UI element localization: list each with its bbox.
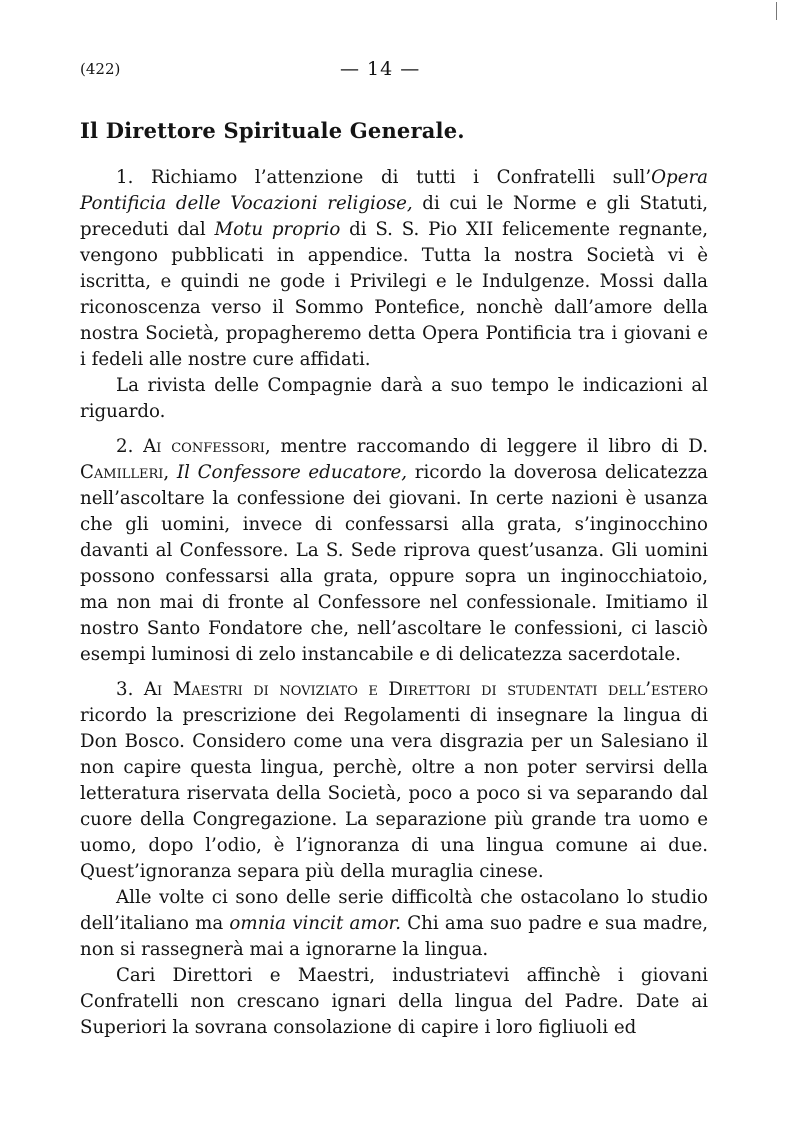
section-title: Il Direttore Spirituale Generale. bbox=[80, 118, 465, 143]
body-text bbox=[80, 165, 708, 1041]
text-run: Alle volte ci sono delle serie difficoltà che ostacolano lo studio dell’italiano ma bbox=[80, 887, 708, 934]
text-run: Cari Direttori e Maestri, industriatevi affinchè i giovani Confratelli non crescano ignari della lingua del Padre. Date ai Superiori la sovrana consolazione di capire i loro figliuoli ed bbox=[80, 965, 708, 1038]
text-run: La rivista delle Compagnie darà a suo tempo le indicazioni al riguardo. bbox=[80, 375, 708, 422]
paragraph-6 bbox=[80, 963, 708, 1041]
text-run: ricordo la doverosa delicatezza nell’ascoltare la confessione dei giovani. In certe nazioni è usanza che gli uomini, invece di confessarsi alla grata, s’inginocchino davanti al Confessore. La S. Sede riprova quest’usanza. Gli uomini possono confessarsi alla grata, oppure sopra un inginocchiatoio, ma non mai di fronte al Confessore nel confessionale. Imitiamo il nostro Santo Fondatore che, nell’ascoltare le confessioni, ci lasciò esempi luminosi di zelo instancabile e di delicatezza sacerdotale. bbox=[80, 462, 708, 665]
paragraph-3 bbox=[80, 434, 708, 668]
italic-run: omnia vincit amor. bbox=[229, 913, 402, 934]
text-run: di S. S. Pio XII felicemente regnante, vengono pubblicati in appendice. Tutta la nostra Società vi è iscritta, e quindi ne gode i Privilegi e le Indulgenze. Mossi dalla riconoscenza verso il Sommo Pontefice, nonchè dall’amore della nostra Società, propagheremo detta Opera Pontificia tra i giovani e i fedeli alle nostre cure affidati. bbox=[80, 219, 709, 370]
small-caps-run: Camilleri, bbox=[80, 462, 170, 483]
paragraph-5 bbox=[80, 885, 708, 963]
small-caps-run: Ai confessori, bbox=[143, 436, 271, 457]
italic-run: Motu proprio bbox=[214, 219, 341, 240]
text-run bbox=[169, 462, 177, 483]
text-run: 1. Richiamo l’attenzione di tutti i Confratelli sull’ bbox=[116, 167, 652, 188]
page-number-left: (422) bbox=[80, 60, 121, 78]
paragraph-2 bbox=[80, 373, 708, 425]
text-run: mentre raccomando di leggere il libro di D. bbox=[270, 436, 708, 457]
scan-edge-mark bbox=[776, 2, 777, 20]
italic-run: Opera Pontificia delle Vocazioni religiose, bbox=[80, 167, 708, 214]
paragraph-4 bbox=[80, 677, 708, 885]
text-run: 2. bbox=[116, 436, 144, 457]
italic-run: Il Confessore educatore, bbox=[176, 462, 408, 483]
text-run: 3. bbox=[116, 679, 144, 700]
page-number-center: — 14 — bbox=[340, 58, 421, 80]
text-run: Chi ama suo padre e sua madre, non si rassegnerà mai a ignorarne la lingua. bbox=[80, 913, 708, 960]
text-run: di cui le Norme e gli Statuti, preceduti dal bbox=[80, 193, 708, 240]
paragraph-1 bbox=[80, 165, 708, 373]
small-caps-run: Ai Maestri di noviziato e Direttori di studentati dell’estero bbox=[143, 679, 709, 700]
text-run: ricordo la prescrizione dei Regolamenti di insegnare la lingua di Don Bosco. Considero come una vera disgrazia per un Salesiano il non capire questa lingua, perchè, oltre a non poter servirsi della letteratura riservata della Società, poco a poco si va separando dal cuore della Congregazione. La separazione più grande tra uomo e uomo, dopo l’odio, è l’ignoranza di una lingua comune ai due. Quest’ignoranza separa più della muraglia cinese. bbox=[80, 705, 708, 882]
